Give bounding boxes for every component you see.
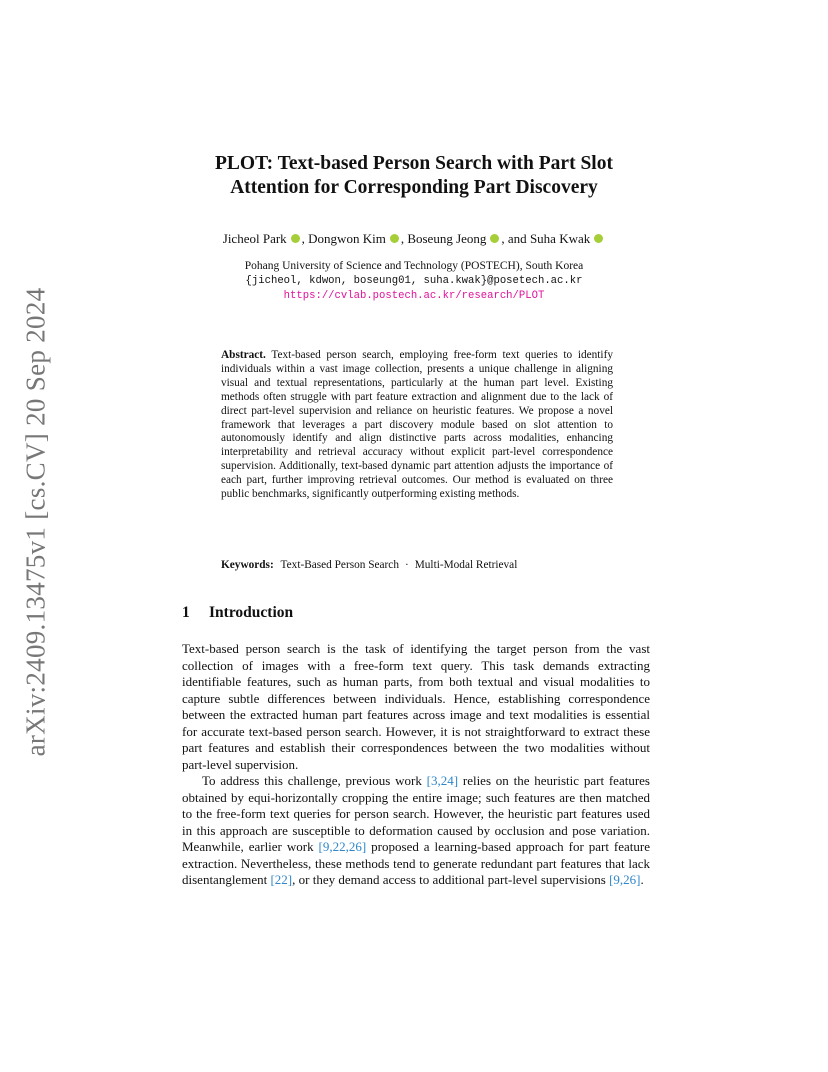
author-separator: , (400, 231, 405, 246)
introduction-body (182, 641, 650, 889)
keyword-item: Multi-Modal Retrieval (414, 559, 518, 571)
author-name: Suha Kwak (529, 231, 591, 246)
title-line-1: PLOT: Text-based Person Search with Part Slot (215, 153, 613, 174)
section-heading (182, 603, 293, 623)
arxiv-identifier: arXiv:2409.13475v1 [cs.CV] 20 Sep 2024 (20, 287, 51, 757)
project-url-link[interactable]: https://cvlab.postech.ac.kr/research/PLOT (283, 290, 545, 302)
paragraph: Text-based person search is the task of identifying the target person from the vast collection of images with a free-form text query. This task demands extracting identifiable features, such as human parts, from both textual and visual modalities to capture subtle differences between individuals. Hence, establishing correspondence between the extracted human part features across image and text modalities is essential for accurate text-based person search. However, it is not straightforward to extract these part features and establish their correspondences between the two modalities without part-level supervision. (182, 641, 650, 772)
section-number: 1 (182, 604, 190, 621)
section-title: Introduction (209, 604, 294, 621)
author-name: Jicheol Park (222, 231, 287, 246)
author-list (150, 230, 678, 247)
citation-link[interactable]: [22] (270, 872, 293, 887)
affiliation: Pohang University of Science and Technology (POSTECH), South Korea (244, 260, 584, 272)
paragraph-text: , or they demand access to additional part-level supervisions (292, 872, 610, 887)
paragraph-text: relies on the heuristic part features obtained by equi-horizontally cropping the entire image; such features are then matched to the free-form text queries for person search. However, the heuristic part features used in this approach are susceptible to deformation caused by occlusion and pose variation. Meanwhile, earlier work (182, 773, 650, 854)
author-separator: , (301, 231, 305, 246)
orcid-icon[interactable] (490, 234, 499, 243)
abstract-text: Text-based person search, employing free-form text queries to identify individuals within a vast image collection, presents a unique challenge in aligning visual and textual representations, particularly at the human part level. Existing methods often struggle with part feature extraction and alignment due to the lack of direct part-level supervision and reliance on heuristic features. We propose a novel framework that leverages a part discovery module based on slot attention to autonomously identify and align distinctive parts across modalities, enhancing interpretability and retrieval accuracy without explicit part-level correspondence supervision. Additionally, text-based dynamic part attention adjusts the importance of each part, further improving retrieval outcomes. Our method is evaluated on three public benchmarks, significantly outperforming existing methods. (221, 349, 613, 501)
author-emails: {jicheol, kdwon, boseung01, suha.kwak}@posetech.ac.kr (245, 275, 583, 287)
abstract (221, 349, 613, 502)
orcid-icon[interactable] (594, 234, 603, 243)
paragraph-text: . (640, 872, 644, 887)
arxiv-sidebar (10, 0, 62, 1072)
author-name: Boseung Jeong (407, 231, 487, 246)
title-line-2: Attention for Corresponding Part Discovery (230, 177, 598, 198)
keywords-label: Keywords: (221, 559, 274, 571)
author-separator: , and (501, 231, 527, 246)
citation-link[interactable]: [9,22,26] (318, 839, 367, 854)
keyword-separator: · (404, 559, 409, 571)
affiliation-block (150, 259, 678, 304)
keyword-item: Text-Based Person Search (280, 559, 399, 571)
citation-link[interactable]: [9,26] (609, 872, 641, 887)
paragraph-text: To address this challenge, previous work (202, 773, 427, 788)
paragraph (182, 773, 650, 889)
orcid-icon[interactable] (390, 234, 399, 243)
abstract-label: Abstract. (221, 349, 266, 361)
keywords (221, 558, 621, 572)
citation-link[interactable]: [3,24] (426, 773, 459, 788)
paragraph-text: proposed a learning-based approach for part feature extraction. Nevertheless, these methods tend to generate redundant part features that lack disentanglement (182, 839, 651, 887)
orcid-icon[interactable] (291, 234, 300, 243)
author-name: Dongwon Kim (308, 231, 386, 246)
paper-title (150, 152, 678, 200)
